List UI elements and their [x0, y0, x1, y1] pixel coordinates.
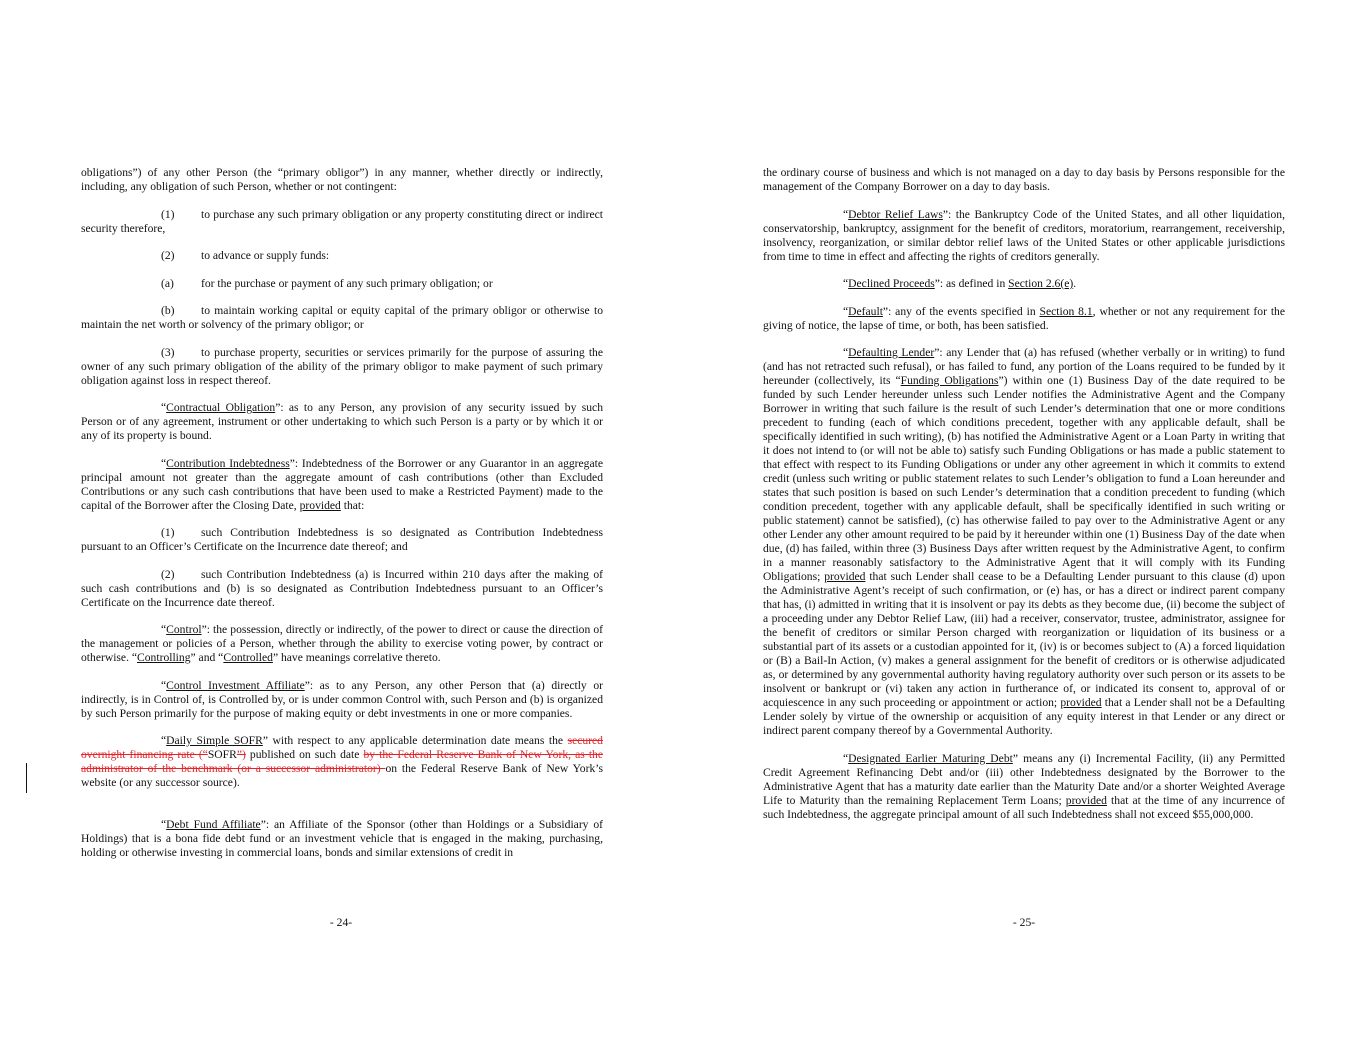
defined-term: Defaulting Lender [848, 346, 935, 359]
page-number: - 25- [1012, 916, 1036, 929]
definition-declined-proceeds: “Declined Proceeds”: as defined in Section 2.6(e). [843, 277, 1077, 290]
definition-debtor-relief-laws: “Debtor Relief Laws”: the Bankruptcy Code of the United States, and all other liquidation, conservatorship, bankruptcy, assignment for the benefit of creditors, moratorium, rearrangement, receivership, insolvency, reorganization, or similar debtor relief laws of the United States or other applicable jurisdictions from time to time in effect and affecting the rights of creditors generally. [763, 207, 1286, 263]
definition-default: “Default”: any of the events specified in Section 8.1, whether or not any requirement for the giving of notice, the lapse of time, or both, has been satisfied. [763, 304, 1285, 332]
list-text: such Contribution Indebtedness is so designated as Contribution Indebtedness pursuant to an Officer’s Certificate on the Incurrence date thereof; and [81, 526, 603, 553]
page-24 [0, 0, 682, 1055]
definition-debt-fund-affiliate: “Debt Fund Affiliate”: an Affiliate of the Sponsor (other than Holdings or a Subsidiary of Holdings) that is a bona fide debt fund or an investment vehicle that is engaged in the making, purchasing, holding or otherwise investing in commercial loans, bonds and similar extensions of credit in [81, 817, 604, 859]
list-text: to purchase property, securities or services primarily for the purpose of assuring the owner of any such primary obligation of the ability of the primary obligor to make payment of such primary obligation against loss in respect thereof. [81, 345, 603, 387]
definition-control-investment-affiliate: “Control Investment Affiliate”: as to any Person, any other Person that (a) directly or indirectly, is in Control of, is Controlled by, or is under common Control with, such Person and (b) is organized by such Person primarily for the purpose of making equity or debt investments in one or more companies. [81, 678, 603, 720]
continuation-paragraph: the ordinary course of business and which is not managed on a day to day basis by Persons responsible for the management of the Company Borrower on a day to day basis. [763, 166, 1285, 193]
page-25 [683, 0, 1365, 1055]
continuation-paragraph: obligations”) of any other Person (the “primary obligor”) in any manner, whether directly or indirectly, including, any obligation of such Person, whether or not contingent: [81, 166, 603, 193]
section-reference: Section 8.1 [1039, 304, 1093, 318]
defined-term: Daily Simple SOFR [166, 734, 263, 747]
list-item [81, 568, 603, 610]
page-number: - 24- [329, 916, 353, 929]
list-marker: (3) [161, 345, 175, 359]
defined-term: Debt Fund Affiliate [166, 817, 261, 831]
list-item [81, 526, 603, 554]
list-text: to advance or supply funds: [201, 249, 330, 262]
section-reference: Section 2.6(e) [1008, 277, 1074, 290]
list-item [81, 208, 603, 236]
list-item [81, 346, 603, 388]
defined-term: Designated Earlier Maturing Debt [848, 751, 1013, 765]
defined-term: Contribution Indebtedness [166, 456, 290, 470]
list-marker: (1) [161, 526, 175, 539]
defined-term: Declined Proceeds [848, 277, 935, 290]
definition-designated-earlier-maturing-debt: “Designated Earlier Maturing Debt” means any (i) Incremental Facility, (ii) any Permitted Credit Agreement Refinancing Debt and/or (iii) other Indebtedness designated by the Borrower to the Administrative Agent that has a maturity date earlier than the Maturity Date and/or a shorter Weighted Average Life to Maturity than the remaining Replacement Term Loans; provided that at the time of any incurrence of such Indebtedness, the aggregate principal amount of all such Indebtedness shall not exceed $55,000,000. [763, 751, 1285, 821]
list-text: for the purchase or payment of any such primary obligation; or [201, 276, 493, 290]
defined-term: Control [166, 623, 202, 636]
definition-defaulting-lender: “Defaulting Lender”: any Lender that (a) has refused (whether verbally or in writing) to fund (and has not retracted such refusal), or has failed to fund, any portion of the Loans required to be funded by it hereunder (collectively, its “Funding Obligations”) within one (1) Business Day of the date required to be funded by such Lender hereunder unless such Lender notifies the Administrative Agent and the Company Borrower in writing that such failure is the result of such Lender’s determination that one or more conditions precedent to funding (each of which conditions precedent, together with any applicable default, shall be specifically identified in such writing), (b) has notified the Administrative Agent or a Loan Party in writing that it does not intend to (or will not be able to) satisfy such Funding Obligations or has made a public statement to that effect with respect to its Funding Obligations or under any other agreement in which it commits to extend credit (unless such writing or public statement relates to such Lender’s obligation to fund a Loan hereunder and states that such position is based on such Lender’s determination that a condition precedent to funding (which condition precedent, together with any applicable default, shall be specifically identified in such writing or public statement) cannot be satisfied), (c) has otherwise failed to pay over to the Administrative Agent or any other Lender any other amount required to be paid by it hereunder within one (1) Business Day of the date when due, (d) has failed, within three (3) Business Days after written request by the Administrative Agent, to confirm in a manner reasonably satisfactory to the Administrative Agent that it will comply with its Funding Obligations; provided that such Lender shall cease to be a Defaulting Lender pursuant to this clause (d) upon the Administrative Agent’s receipt of such confirmation, or (e) has, or has a direct or indirect parent company that has, (i) admitted in writing that it is insolvent or pay its debts as they become due, (ii) become the subject of a proceeding under any Debtor Relief Law, (iii) had a receiver, conservator, trustee, administrator, assignee for the benefit of creditors or similar Person charged with reorganization or liquidation of its business or a substantial part of its assets or a custodian appointed for it, (iv) is or becomes subject to (A) a forced liquidation or (B) a Bail-In Action, (v) makes a general assignment for the benefit of creditors or is otherwise adjudicated as, or determined by any governmental authority having regulatory authority over such person or its assets to be insolvent or bankrupt or (vi) taken any action in furtherance of, or indicated its consent to, approval of or acquiescence in any such proceeding or appointment or action; provided that a Lender shall not be a Defaulting Lender solely by virtue of the ownership or acquisition of any equity interest in that Lender or any direct or indirect parent company thereof by a Governmental Authority. [763, 346, 1285, 737]
defined-term: Control Investment Affiliate [166, 678, 305, 692]
list-marker: (1) [161, 207, 175, 221]
definition-daily-simple-sofr: “Daily Simple SOFR” with respect to any applicable determination date means the secured overnight financing rate (“SOFR”) published on such date by the Federal Reserve Bank of New York, as the administrator of the benchmark (or a successor administrator) on the Federal Reserve Bank of New York’s website (or any successor source). [81, 734, 603, 789]
definition-control: “Control”: the possession, directly or indirectly, of the power to direct or cause the direction of the management or policies of a Person, whether through the ability to exercise voting power, by contract or otherwise. “Controlling” and “Controlled” have meanings correlative thereto. [81, 623, 603, 664]
deleted-text: secured overnight financing rate (“ [81, 734, 603, 761]
revision-change-bar [26, 763, 27, 793]
list-marker: (a) [161, 276, 174, 290]
list-marker: (2) [161, 249, 175, 262]
deleted-text: by the Federal Reserve Bank of New York, as the administrator of the benchmark (or a successor administrator) [81, 748, 603, 775]
list-marker: (2) [161, 567, 175, 581]
deleted-text: ”) [236, 748, 246, 761]
definition-contribution-indebtedness: “Contribution Indebtedness”: Indebtedness of the Borrower or any Guarantor in an aggregate principal amount not greater than the aggregate amount of cash contributions (other than Excluded Contributions or any such cash contributions that have been used to make a Restricted Payment) made to the capital of the Borrower after the Closing Date, provided that: [81, 456, 603, 512]
list-item [81, 304, 603, 332]
defined-term: Debtor Relief Laws [848, 207, 943, 221]
defined-term: Contractual Obligation [166, 401, 276, 414]
right-text-column [763, 166, 1285, 835]
list-text: to purchase any such primary obligation or any property constituting direct or indirect security therefore, [81, 207, 603, 235]
defined-term: Default [848, 304, 883, 318]
list-text: such Contribution Indebtedness (a) is Incurred within 210 days after the making of such cash contributions and (b) is so designated as Contribution Indebtedness pursuant to an Officer’s Certificate on the Incurrence date thereof. [81, 567, 603, 609]
left-text-column [81, 166, 603, 873]
list-marker: (b) [161, 304, 175, 317]
list-item [81, 249, 603, 263]
list-text: to maintain working capital or equity capital of the primary obligor or otherwise to maintain the net worth or solvency of the primary obligor; or [81, 304, 603, 331]
list-item [81, 277, 603, 291]
definition-contractual-obligation: “Contractual Obligation”: as to any Person, any provision of any security issued by such Person or of any agreement, instrument or other undertaking to which such Person is a party or by which it or any of its property is bound. [81, 401, 603, 442]
